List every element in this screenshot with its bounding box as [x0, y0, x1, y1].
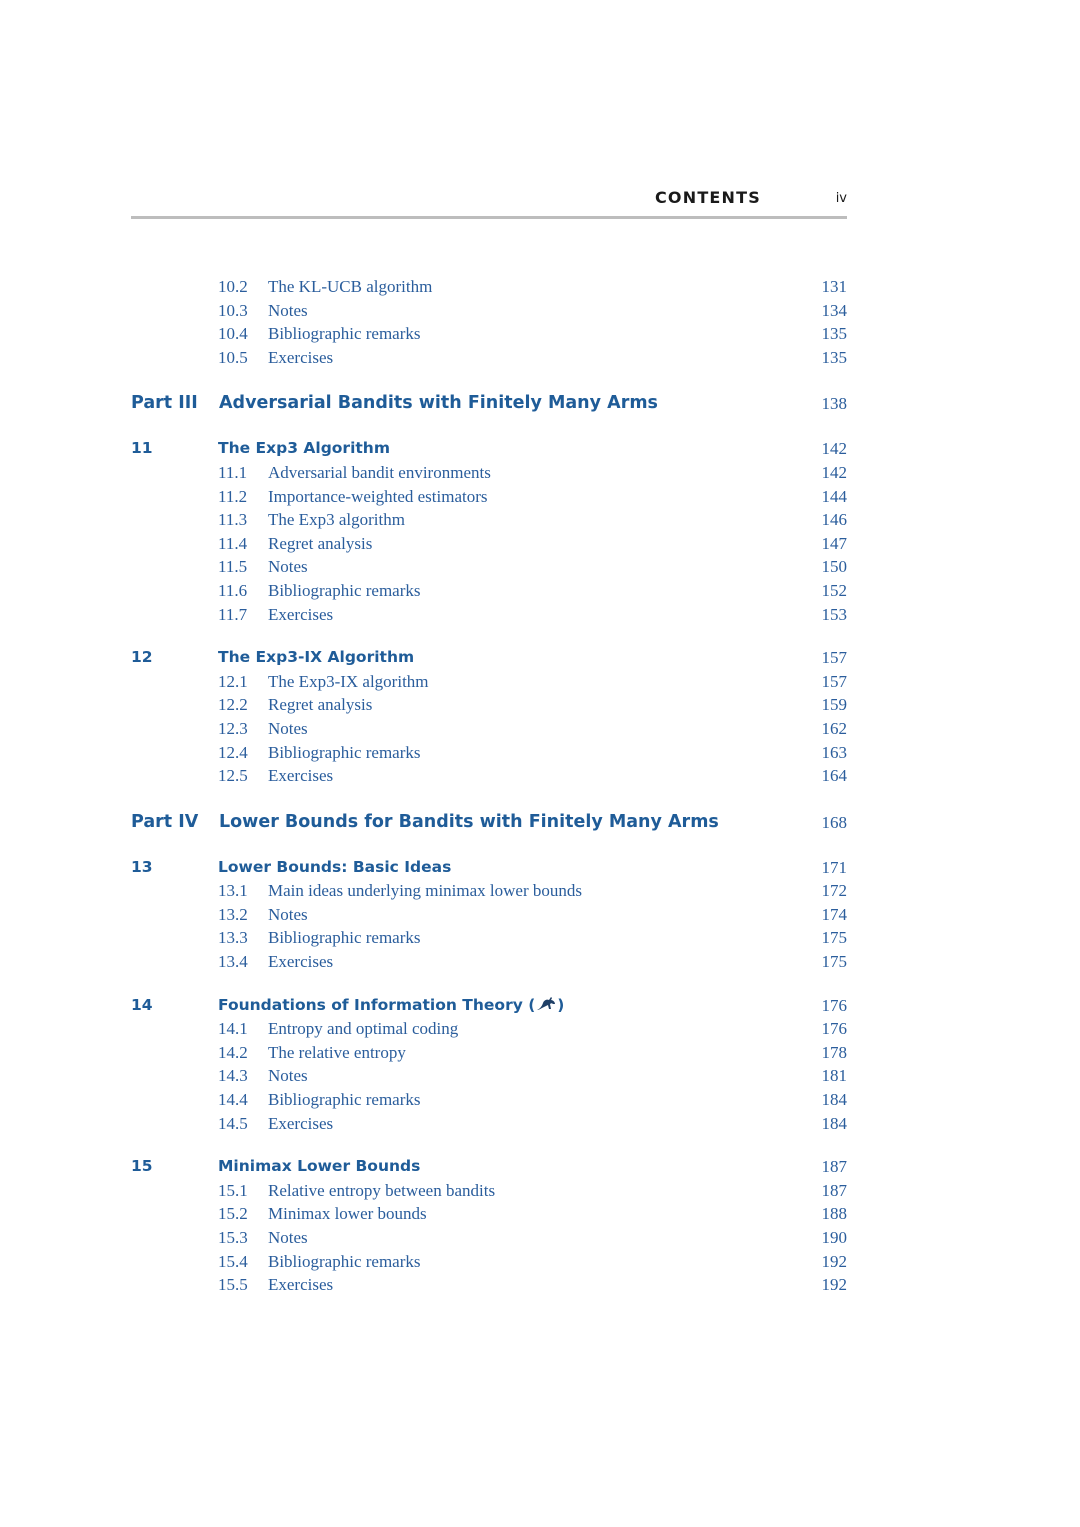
toc-section-11-6[interactable]	[131, 579, 847, 603]
toc-section-10-5[interactable]	[131, 346, 847, 370]
section-number: 14.4	[218, 1090, 248, 1110]
section-page: 174	[821, 904, 847, 924]
toc-section-15-3[interactable]	[131, 1226, 847, 1250]
section-title: The Exp3-IX algorithm	[268, 671, 429, 691]
toc-section-14-2[interactable]	[131, 1041, 847, 1065]
section-title: Bibliographic remarks	[268, 580, 421, 600]
section-title: Minimax lower bounds	[268, 1204, 427, 1224]
header-rule	[131, 216, 847, 219]
section-page: 134	[821, 300, 847, 320]
toc-section-11-3[interactable]	[131, 508, 847, 532]
chapter-number: 14	[131, 995, 153, 1014]
section-number: 10.2	[218, 277, 248, 296]
toc-section-15-2[interactable]	[131, 1202, 847, 1226]
section-page: 135	[821, 347, 847, 367]
part-page: 168	[821, 812, 847, 832]
section-page: 176	[821, 1019, 847, 1039]
section-title: Notes	[268, 1066, 308, 1086]
section-number: 12.3	[218, 718, 248, 738]
section-page: 159	[821, 695, 847, 715]
toc-chapter-13[interactable]	[131, 856, 847, 880]
section-title: Regret analysis	[268, 695, 373, 715]
section-number: 13.4	[218, 952, 248, 972]
toc-section-11-7[interactable]	[131, 603, 847, 627]
section-page: 188	[821, 1204, 847, 1224]
section-number: 12.1	[218, 671, 248, 691]
toc-section-12-1[interactable]	[131, 670, 847, 694]
toc-section-14-5[interactable]	[131, 1112, 847, 1136]
section-title: Entropy and optimal coding	[268, 1019, 459, 1039]
section-page: 142	[821, 462, 847, 482]
section-number: 14.5	[218, 1113, 248, 1133]
section-page: 152	[821, 580, 847, 600]
chapter-page: 187	[821, 1157, 847, 1177]
section-page: 135	[821, 324, 847, 344]
section-title: The relative entropy	[268, 1042, 406, 1062]
toc-section-12-3[interactable]	[131, 717, 847, 741]
toc-section-11-4[interactable]	[131, 532, 847, 556]
section-number: 10.3	[218, 300, 248, 320]
toc-section-15-5[interactable]	[131, 1273, 847, 1297]
toc-section-11-1[interactable]	[131, 461, 847, 485]
chapter-title-end: )	[557, 995, 565, 1014]
toc-section-10-4[interactable]	[131, 322, 847, 346]
section-number: 11.3	[218, 510, 248, 530]
section-page: 157	[821, 671, 847, 691]
toc-section-15-1[interactable]	[131, 1179, 847, 1203]
section-page: 181	[821, 1066, 847, 1086]
section-page: 190	[821, 1228, 847, 1247]
section-page: 146	[821, 510, 847, 530]
section-title: The KL-UCB algorithm	[268, 277, 433, 296]
section-number: 15.1	[218, 1180, 248, 1200]
chapter-title: Minimax Lower Bounds	[218, 1157, 421, 1176]
toc-section-14-4[interactable]	[131, 1088, 847, 1112]
chapter-page: 157	[821, 648, 847, 668]
section-title: Relative entropy between bandits	[268, 1180, 496, 1200]
running-head-page-number: iv	[835, 191, 847, 206]
section-page: 178	[821, 1042, 847, 1062]
section-number: 15.5	[218, 1275, 248, 1295]
chapter-page: 171	[821, 857, 847, 877]
section-number: 10.5	[218, 347, 248, 367]
section-page: 187	[821, 1180, 847, 1200]
chapter-page: 142	[821, 439, 847, 459]
section-number: 14.1	[218, 1019, 248, 1039]
chapter-number: 15	[131, 1157, 153, 1176]
section-title: Exercises	[268, 952, 334, 972]
toc-part-3[interactable]	[131, 390, 847, 417]
section-page: 184	[821, 1113, 847, 1133]
section-title: Notes	[268, 904, 308, 924]
section-number: 15.3	[218, 1228, 248, 1247]
toc-section-11-2[interactable]	[131, 485, 847, 509]
section-title: Bibliographic remarks	[268, 324, 421, 344]
section-number: 11.4	[218, 533, 248, 553]
section-title: Notes	[268, 557, 308, 577]
section-page: 162	[821, 718, 847, 738]
toc-chapter-15[interactable]	[131, 1155, 847, 1179]
section-number: 11.2	[218, 486, 248, 506]
part-title: Adversarial Bandits with Finitely Many Arms	[219, 393, 658, 414]
section-title: Exercises	[268, 604, 334, 624]
section-title: Bibliographic remarks	[268, 928, 421, 948]
chapter-title-wrapper	[218, 994, 564, 1018]
section-page: 175	[821, 952, 847, 972]
section-number: 13.1	[218, 881, 248, 901]
toc-section-13-4[interactable]	[131, 950, 847, 974]
section-number: 14.3	[218, 1066, 248, 1086]
section-title: Adversarial bandit environments	[268, 462, 491, 482]
chapter-page: 176	[821, 995, 847, 1015]
chapter-number: 13	[131, 857, 153, 876]
chapter-title: Lower Bounds: Basic Ideas	[218, 857, 452, 876]
section-title: Bibliographic remarks	[268, 1251, 421, 1271]
section-number: 13.2	[218, 904, 248, 924]
toc-chapter-11[interactable]	[131, 437, 847, 461]
section-number: 14.2	[218, 1042, 248, 1062]
section-title: Bibliographic remarks	[268, 742, 421, 762]
part-number: Part IV	[131, 811, 199, 832]
section-title: Exercises	[268, 1275, 334, 1295]
kangaroo-icon	[535, 994, 557, 1012]
running-head-title: CONTENTS	[654, 188, 761, 207]
toc-section-13-2[interactable]	[131, 903, 847, 927]
chapter-number: 11	[131, 439, 153, 458]
chapter-title: The Exp3-IX Algorithm	[218, 648, 415, 667]
toc-part-4[interactable]	[131, 809, 847, 836]
toc-chapter-14[interactable]	[131, 994, 847, 1018]
section-page: 175	[821, 928, 847, 948]
toc-section-13-1[interactable]	[131, 879, 847, 903]
part-page: 138	[821, 394, 847, 414]
toc-chapter-12[interactable]	[131, 646, 847, 670]
section-title: Regret analysis	[268, 533, 373, 553]
section-page: 153	[821, 604, 847, 624]
toc-section-10-2[interactable]	[131, 275, 847, 299]
toc-section-12-2[interactable]	[131, 693, 847, 717]
section-title: Bibliographic remarks	[268, 1090, 421, 1110]
running-head	[131, 188, 847, 214]
chapter-number: 12	[131, 648, 153, 667]
toc-section-10-3[interactable]	[131, 299, 847, 323]
section-number: 12.5	[218, 766, 248, 786]
toc-section-14-1[interactable]	[131, 1017, 847, 1041]
section-page: 163	[821, 742, 847, 762]
section-page: 147	[821, 533, 847, 553]
toc-section-14-3[interactable]	[131, 1064, 847, 1088]
section-page: 184	[821, 1090, 847, 1110]
section-number: 11.5	[218, 557, 248, 577]
toc-section-12-5[interactable]	[131, 764, 847, 788]
toc-section-13-3[interactable]	[131, 926, 847, 950]
section-page: 192	[821, 1251, 847, 1271]
section-page: 164	[821, 766, 847, 786]
section-title: Notes	[268, 718, 308, 738]
chapter-title: Foundations of Information Theory (	[218, 995, 536, 1014]
section-number: 13.3	[218, 928, 248, 948]
section-page: 150	[821, 557, 847, 577]
section-title: Notes	[268, 300, 308, 320]
section-title: The Exp3 algorithm	[268, 510, 405, 530]
section-page: 172	[821, 881, 847, 901]
part-number: Part III	[131, 393, 198, 414]
section-title: Importance-weighted estimators	[268, 486, 488, 506]
section-number: 12.4	[218, 742, 248, 762]
section-page: 144	[821, 486, 847, 506]
section-title: Exercises	[268, 347, 334, 367]
section-number: 15.2	[218, 1204, 248, 1224]
toc-section-12-4[interactable]	[131, 741, 847, 765]
section-number: 11.7	[218, 604, 248, 624]
section-title: Main ideas underlying minimax lower bounds	[268, 881, 582, 901]
section-number: 11.6	[218, 580, 248, 600]
toc-section-11-5[interactable]	[131, 555, 847, 579]
section-number: 11.1	[218, 462, 248, 482]
section-title: Notes	[268, 1228, 308, 1247]
table-of-contents	[131, 275, 847, 1297]
toc-section-15-4[interactable]	[131, 1250, 847, 1274]
section-page: 192	[821, 1275, 847, 1295]
chapter-title: The Exp3 Algorithm	[218, 439, 390, 458]
section-number: 12.2	[218, 695, 248, 715]
section-page: 131	[821, 277, 847, 296]
section-title: Exercises	[268, 1113, 334, 1133]
part-title: Lower Bounds for Bandits with Finitely Many Arms	[219, 811, 719, 832]
section-number: 15.4	[218, 1251, 248, 1271]
section-title: Exercises	[268, 766, 334, 786]
section-number: 10.4	[218, 324, 248, 344]
